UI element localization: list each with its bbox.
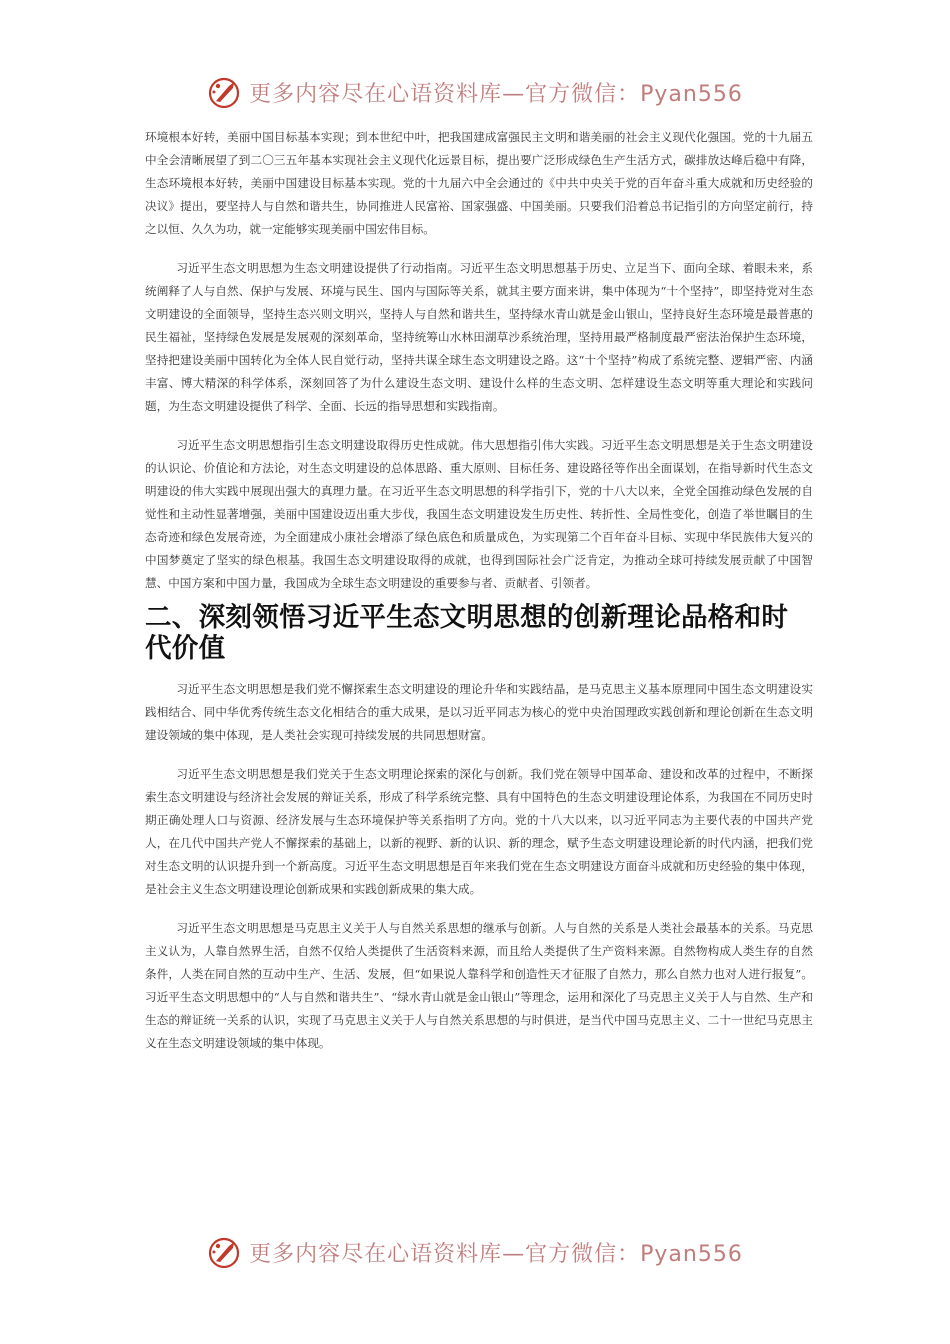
pen-nib-circle-icon xyxy=(207,1234,243,1270)
pen-nib-circle-icon xyxy=(207,74,243,110)
body-paragraph: 习近平生态文明思想是马克思主义关于人与自然关系思想的继承与创新。人与自然的关系是人类社会最基本的关系。马克思主义认为，人靠自然界生活，自然不仅给人类提供了生活资料来源，而且给人类提供了生产资料来源。自然物构成人类生存的自然条件，人类在同自然的互动中生产、生活、发展，但“如果说人靠科学和创造性天才征服了自然力，那么自然力也对人进行报复”。习近平生态文明思想中的“人与自然和谐共生”、“绿水青山就是金山银山”等理念，运用和深化了马克思主义关于人与自然、生产和生态的辩证统一关系的认识，实现了马克思主义关于人与自然关系思想的与时俱进，是当代中国马克思主义、二十一世纪马克思主义在生态文明建设领域的集中体现。 xyxy=(145,921,813,1050)
body-paragraph: 习近平生态文明思想为生态文明建设提供了行动指南。习近平生态文明思想基于历史、立足当下、面向全球、着眼未来，系统阐释了人与自然、保护与发展、环境与民生、国内与国际等关系，就其主要方面来讲，集中体现为“十个坚持”，即坚持党对生态文明建设的全面领导，坚持生态兴则文明兴，坚持人与自然和谐共生，坚持绿水青山就是金山银山，坚持良好生态环境是最普惠的民生福祉，坚持绿色发展是发展观的深刻革命，坚持统筹山水林田湖草沙系统治理，坚持用最严格制度最严密法治保护生态环境，坚持把建设美丽中国转化为全体人民自觉行动，坚持共谋全球生态文明建设之路。这“十个坚持”构成了系统完整、逻辑严密、内涵丰富、博大精深的科学体系，深刻回答了为什么建设生态文明、建设什么样的生态文明、怎样建设生态文明等重大理论和实践问题，为生态文明建设提供了科学、全面、长远的指导思想和实践指南。 xyxy=(145,261,813,413)
body-paragraph: 习近平生态文明思想是我们党不懈探索生态文明建设的理论升华和实践结晶，是马克思主义基本原理同中国生态文明建设实践相结合、同中华优秀传统生态文化相结合的重大成果，是以习近平同志为核心的党中央治国理政实践创新和理论创新在生态文明建设领域的集中体现，是人类社会实现可持续发展的共同思想财富。 xyxy=(145,682,813,742)
body-paragraph: 环境根本好转，美丽中国目标基本实现；到本世纪中叶，把我国建成富强民主文明和谐美丽的社会主义现代化强国。党的十九届五中全会清晰展望了到二〇三五年基本实现社会主义现代化远景目标，提出要广泛形成绿色生产生活方式，碳排放达峰后稳中有降，生态环境根本好转，美丽中国建设目标基本实现。党的十九届六中全会通过的《中共中央关于党的百年奋斗重大成就和历史经验的决议》提出，要坚持人与自然和谐共生，协同推进人民富裕、国家强盛、中国美丽。只要我们沿着总书记指引的方向坚定前行，持之以恒、久久为功，就一定能够实现美丽中国宏伟目标。 xyxy=(145,130,813,236)
header-banner-text: 更多内容尽在心语资料库—官方微信：Pyan556 xyxy=(249,81,743,107)
document-body xyxy=(145,126,813,1071)
footer-banner xyxy=(0,1228,950,1276)
body-paragraph: 习近平生态文明思想指引生态文明建设取得历史性成就。伟大思想指引伟大实践。习近平生态文明思想是关于生态文明建设的认识论、价值论和方法论，对生态文明建设的总体思路、重大原则、目标任务、建设路径等作出全面谋划，在指导新时代生态文明建设的伟大实践中展现出强大的真理力量。在习近平生态文明思想的科学指引下，党的十八大以来，全党全国推动绿色发展的自觉性和主动性显著增强，美丽中国建设迈出重大步伐，我国生态文明建设发生历史性、转折性、全局性变化，创造了举世瞩目的生态奇迹和绿色发展奇迹，为全面建成小康社会增添了绿色底色和质量成色，为实现第二个百年奋斗目标、实现中华民族伟大复兴的中国梦奠定了坚实的绿色根基。我国生态文明建设取得的成就，也得到国际社会广泛肯定，为推动全球可持续发展贡献了中国智慧、中国方案和中国力量，我国成为全球生态文明建设的重要参与者、贡献者、引领者。 xyxy=(145,438,813,590)
section-heading: 二、深刻领悟习近平生态文明思想的创新理论品格和时代价值 xyxy=(145,602,789,664)
header-banner xyxy=(0,68,950,116)
body-paragraph: 习近平生态文明思想是我们党关于生态文明理论探索的深化与创新。我们党在领导中国革命、建设和改革的过程中，不断探索生态文明建设与经济社会发展的辩证关系，形成了科学系统完整、具有中国特色的生态文明建设理论体系，为我国在不同历史时期正确处理人口与资源、经济发展与生态环境保护等关系指明了方向。党的十八大以来，以习近平同志为主要代表的中国共产党人，在几代中国共产党人不懈探索的基础上，以新的视野、新的认识、新的理念，赋予生态文明建设理论新的时代内涵，把我们党对生态文明的认识提升到一个新高度。习近平生态文明思想是百年来我们党在生态文明建设方面奋斗成就和历史经验的集中体现，是社会主义生态文明建设理论创新成果和实践创新成果的集大成。 xyxy=(145,767,813,896)
footer-banner-text: 更多内容尽在心语资料库—官方微信：Pyan556 xyxy=(249,1241,743,1267)
